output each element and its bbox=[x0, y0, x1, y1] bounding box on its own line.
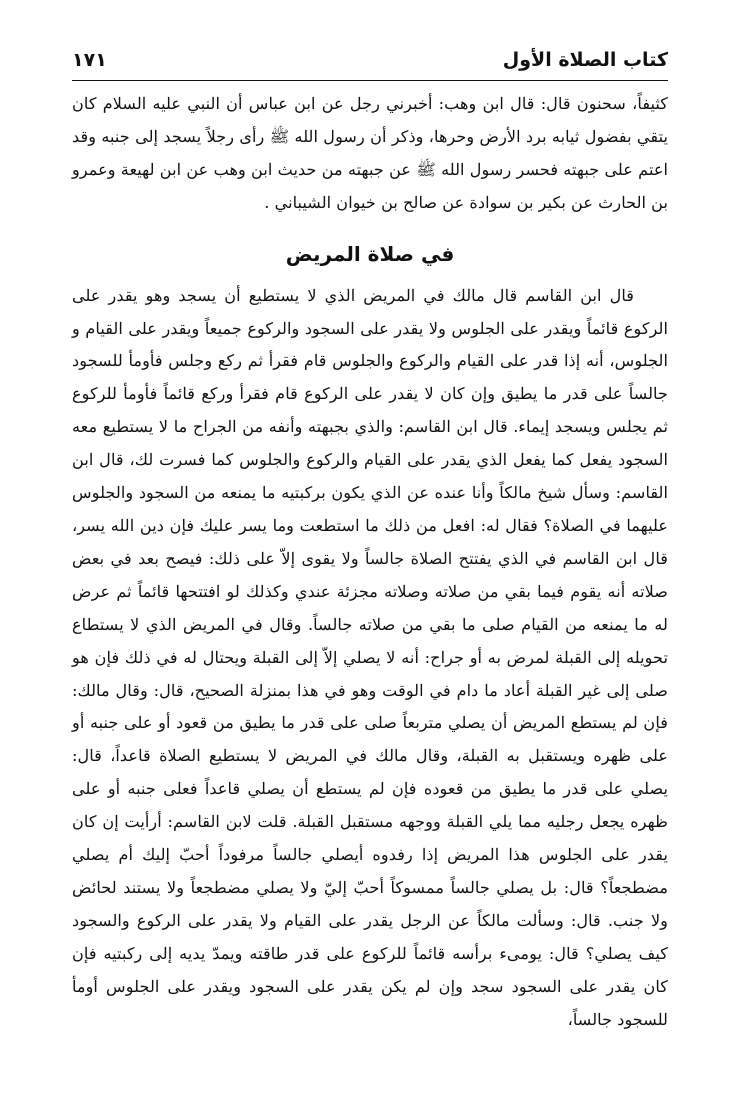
intro-paragraph: كثيفاً، سحنون قال: قال ابن وهب: أخبرني رجل عن ابن عباس أن النبي عليه السلام كان يتقي بفضول ثيابه برد الأرض وحرها، وذكر أن رسول الله ﷺ رأى رجلاً يسجد إلى جنبه وقد اعتم على جبهته فحسر رسول الله ﷺ عن جبهته من حديث ابن وهب عن ابن لهيعة وعمرو بن الحارث عن بكير بن سوادة عن صالح بن خيوان الشيباني . bbox=[72, 94, 668, 212]
page-body bbox=[72, 88, 668, 1036]
page-number: ١٧١ bbox=[72, 49, 107, 71]
running-title: كتاب الصلاة الأول bbox=[502, 49, 668, 71]
section-heading: في صلاة المريض bbox=[285, 241, 455, 266]
main-paragraph: قال ابن القاسم قال مالك في المريض الذي لا يستطيع أن يسجد وهو يقدر على الركوع قائماً ويقدر على الجلوس ولا يقدر على السجود والركوع جميعاً ويقدر على القيام و الجلوس، أنه إذا قدر على القيام والركوع والجلوس قام فقرأ ثم ركع وجلس فأومأ للسجود جالساً على قدر ما يطيق وإن كان لا يقدر على الركوع قام فقرأ وركع قائماً فأومأ للركوع ثم يجلس ويسجد إيماء. قال ابن القاسم: والذي بجبهته وأنفه من الجراح ما لا يستطيع معه السجود يفعل كما يفعل الذي يقدر على القيام والركوع والجلوس كما فسرت لك، قال ابن القاسم: وسأل شيخ مالكاً وأنا عنده عن الذي يكون بركبتيه ما يمنعه من السجود والجلوس عليهما في الصلاة؟ فقال له: افعل من ذلك ما استطعت وما يسر عليك فإن دين الله يسر، قال ابن القاسم في الذي يفتتح الصلاة جالساً ولا يقوى إلاّ على ذلك: فيصح بعد في بعض صلاته أنه يقوم فيما بقي من صلاته وصلاته مجزئة عندي وكذلك لو افتتحها قائماً ثم عرض له ما يمنعه من القيام صلى ما بقي من صلاته جالساً. وقال في المريض الذي لا يستطاع تحويله إلى القبلة لمرض به أو جراح: أنه لا يصلي إلاّ إلى القبلة ويحتال له في ذلك فإن هو صلى إلى غير القبلة أعاد ما دام في الوقت وهو في هذا بمنزلة الصحيح، قال: وقال مالك: فإن لم يستطع المريض أن يصلي متربعاً صلى على قدر ما يطيق من قعود أو على جنبه أو على ظهره ويستقبل به القبلة، وقال مالك في المريض لا يستطيع الصلاة قاعداً، قال: يصلي على قدر ما يطيق من قعوده فإن لم يستطع أن يصلي قاعداً فعلى جنبه أو على ظهره يجعل رجليه مما يلي القبلة ووجهه مستقبل القبلة. قلت لابن القاسم: أرأيت إن كان يقدر على الجلوس هذا المريض إذا رفدوه أيصلي جالساً مرفوداً أحبّ إليك أم يصلي مضطجعاً؟ قال: بل يصلي جالساً ممسوكاً أحبّ إليّ ولا يصلي مضطجعاً ولا يستند لحائض ولا جنب. قال: وسألت مالكاً عن الرجل يقدر على القيام ولا يقدر على الركوع والسجود كيف يصلي؟ قال: يومىء برأسه قائماً للركوع على قدر طاقته ويمدّ يديه إلى ركبتيه فإن كان يقدر على السجود سجد وإن لم يكن يقدر على السجود ويقدر على الجلوس أومأ للسجود جالساً، bbox=[72, 285, 668, 1029]
page-header bbox=[72, 44, 668, 84]
header-divider bbox=[72, 80, 668, 81]
